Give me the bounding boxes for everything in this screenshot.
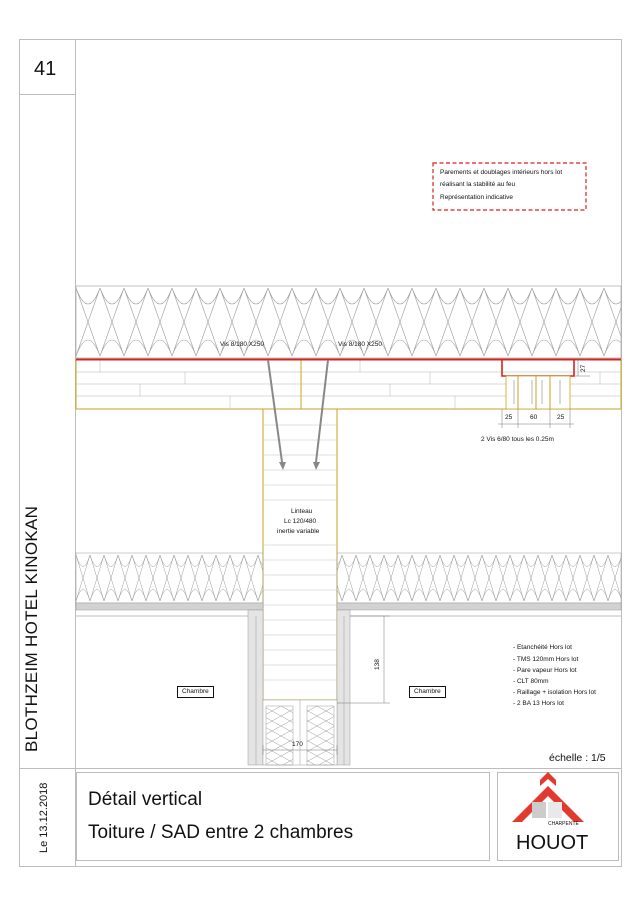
layer-3: - Pare vapeur Hors lot — [513, 667, 577, 674]
layer-4: - CLT 80mm — [513, 678, 549, 685]
company-name: HOUOT — [516, 832, 589, 854]
layer-2: - TMS 120mm Hors lot — [513, 656, 579, 663]
dim-27: 27 — [580, 364, 587, 372]
room-tag-left: Chambre — [177, 686, 214, 698]
company-logo — [512, 772, 584, 822]
lintel-label-2: Lc 120/480 — [284, 518, 317, 525]
legend-note-line-3: Représentation indicative — [440, 194, 513, 201]
lintel-label-1: Linteau — [291, 508, 313, 515]
legend-note-line-1: Parements et doublages intérieurs hors lot — [440, 169, 563, 176]
lintel-label-3: inertie variable — [277, 528, 320, 535]
title-line-2: Toiture / SAD entre 2 chambres — [88, 822, 354, 843]
screw-spacing-note: 2 Vis 6/80 tous les 0.25m — [481, 436, 554, 443]
date-label: Le 13.12.2018 — [38, 782, 50, 853]
company-tagline: CHARPENTE — [548, 821, 579, 827]
screw-label-right: Vis 8/180 X250 — [338, 341, 382, 348]
dim-25-left: 25 — [505, 414, 513, 421]
dim-25-right: 25 — [557, 414, 565, 421]
dim-60: 60 — [530, 414, 538, 421]
legend-note-line-2: réalisant la stabilité au feu — [440, 181, 516, 188]
dim-170: 170 — [292, 741, 303, 748]
layer-5: - Raillage + isolation Hors lot — [513, 689, 596, 696]
screw-label-left: Vis 8/180 X250 — [220, 341, 264, 348]
scale-label: échelle : 1/5 — [549, 752, 606, 764]
page-number: 41 — [34, 58, 57, 80]
title-line-1: Détail vertical — [88, 789, 203, 810]
dim-138: 138 — [374, 659, 381, 670]
room-tag-right: Chambre — [409, 686, 446, 698]
layer-6: - 2 BA 13 Hors lot — [513, 700, 564, 707]
project-name: BLOTHZEIM HOTEL KINOKAN — [22, 505, 41, 752]
layer-1: - Etanchéité Hors lot — [513, 644, 572, 651]
